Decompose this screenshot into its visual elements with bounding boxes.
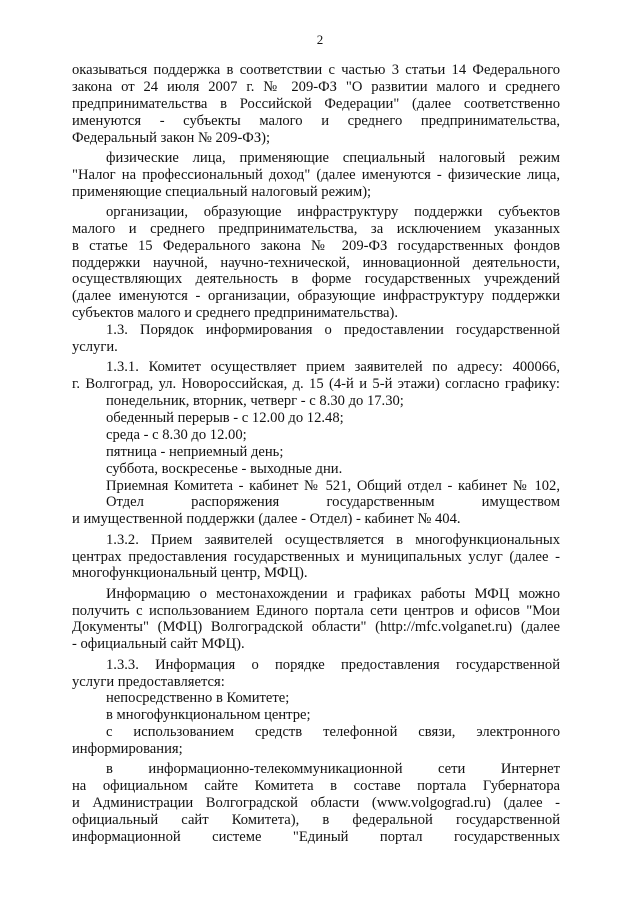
text-line: информационной системе "Единый портал государственных	[72, 828, 560, 845]
text-line: оказываться поддержка в соответствии с частью 3 статьи 14 Федерального	[72, 62, 560, 78]
text-line: 1.3.1. Комитет осуществляет прием заявителей по адресу: 400066,	[106, 359, 560, 376]
text-line: суббота, воскресенье - выходные дни.	[106, 460, 343, 477]
text-line: непосредственно в Комитете;	[106, 690, 290, 707]
page-number: 2	[316, 32, 324, 47]
text-line: в многофункциональном центре;	[106, 707, 311, 724]
text-line: осуществляющих деятельность в форме государственных учреждений	[72, 271, 560, 288]
text-line: среда - с 8.30 до 12.00;	[106, 426, 247, 443]
text-line: и имущественной поддержки (далее - Отдел) - кабинет № 404.	[72, 511, 461, 528]
text-line: малого и среднего предпринимательства, за исключением указанных	[72, 220, 560, 237]
text-line: Информацию о местонахождении и графиках работы МФЦ можно	[106, 585, 560, 602]
text-line: обеденный перерыв - с 12.00 до 12.48;	[106, 409, 344, 426]
text-line: Приемная Комитета - кабинет № 521, Общий отдел - кабинет № 102,	[106, 477, 560, 494]
text-line: 1.3.3. Информация о порядке предоставления государственной	[106, 656, 560, 673]
text-line: пятница - неприемный день;	[106, 443, 284, 460]
text-line: закона от 24 июля 2007 г. № 209-ФЗ "О развитии малого и среднего	[72, 78, 560, 95]
text-line: информирования;	[72, 741, 183, 758]
text-line: услуги.	[72, 339, 118, 356]
text-line: услуги предоставляется:	[72, 673, 225, 690]
text-line: субъектов малого и среднего предпринимательства).	[72, 305, 398, 322]
text-line: и Администрации Волгоградской области (www.volgograd.ru) (далее -	[72, 795, 560, 812]
text-line: получить с использованием Единого портала сети центров и офисов "Мои	[72, 602, 560, 619]
text-line: г. Волгоград, ул. Новороссийская, д. 15 (4-й и 5-й этажи) согласно графику:	[72, 376, 560, 393]
text-line: применяющие специальный налоговый режим);	[72, 183, 372, 200]
text-line: с использованием средств телефонной связи, электронного	[106, 724, 560, 741]
text-line: на официальном сайте Комитета в составе портала Губернатора	[72, 778, 560, 795]
text-line: центрах предоставления государственных и муниципальных услуг (далее -	[72, 548, 560, 565]
text-line: в статье 15 Федерального закона № 209-ФЗ государственных фондов	[72, 237, 560, 254]
text-line: многофункциональный центр, МФЦ).	[72, 565, 308, 582]
text-line: именуются - субъекты малого и среднего предпринимательства,	[72, 112, 560, 129]
text-line: - официальный сайт МФЦ).	[72, 636, 245, 653]
text-line: "Налог на профессиональный доход" (далее именуются - физические лица,	[72, 166, 560, 183]
document-body	[72, 62, 560, 846]
text-line: Отдел распоряжения государственным имуществом	[106, 494, 560, 511]
text-line: предпринимательства в Российской Федерации" (далее соответственно	[72, 95, 560, 112]
text-line: 1.3. Порядок информирования о предоставлении государственной	[106, 322, 560, 339]
text-line: (далее именуются - организации, образующие инфраструктуру поддержки	[72, 288, 560, 305]
text-line: официальный сайт Комитета), в федеральной государственной	[72, 812, 560, 829]
text-line: поддержки научной, научно-технической, инновационной деятельности,	[72, 254, 560, 271]
text-line: 1.3.2. Прием заявителей осуществляется в многофункциональных	[106, 531, 560, 548]
text-line: организации, образующие инфраструктуру поддержки субъектов	[106, 203, 560, 220]
text-line: Документы" (МФЦ) Волгоградской области" (http://mfc.volganet.ru) (далее	[72, 619, 560, 636]
text-line: понедельник, вторник, четверг - с 8.30 до 17.30;	[106, 393, 404, 410]
text-line: Федеральный закон № 209-ФЗ);	[72, 129, 271, 146]
text-line: в информационно-телекоммуникационной сети Интернет	[106, 761, 560, 778]
text-line: физические лица, применяющие специальный налоговый режим	[106, 149, 560, 166]
